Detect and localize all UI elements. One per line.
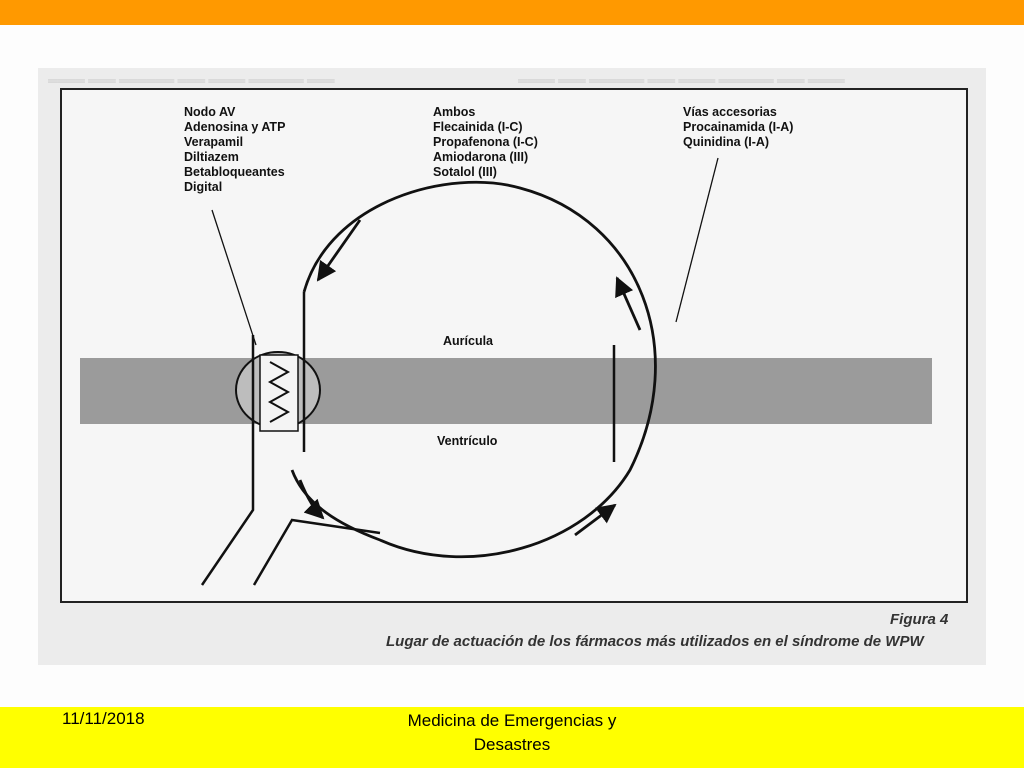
left-bundle-branch xyxy=(202,452,253,585)
label-ambos-1: Flecainida (I-C) xyxy=(433,120,523,134)
label-ventriculo: Ventrículo xyxy=(437,434,498,448)
av-septum-band xyxy=(80,358,932,424)
label-nodo-av-3: Diltiazem xyxy=(184,150,239,164)
label-nodo-av-1: Adenosina y ATP xyxy=(184,120,286,134)
label-vias-2: Quinidina (I-A) xyxy=(683,135,770,149)
label-auricula: Aurícula xyxy=(443,334,494,348)
label-vias-0: Vías accesorias xyxy=(683,105,777,119)
right-bundle-branch xyxy=(254,520,380,585)
label-ambos-4: Sotalol (III) xyxy=(433,165,497,179)
label-nodo-av-2: Verapamil xyxy=(184,135,244,149)
label-nodo-av-0: Nodo AV xyxy=(184,105,236,119)
pointer-nodo-av xyxy=(212,210,256,345)
label-nodo-av-4: Betabloqueantes xyxy=(184,165,285,179)
label-ambos-3: Amiodarona (III) xyxy=(433,150,529,164)
label-ambos-0: Ambos xyxy=(433,105,476,119)
label-ambos-2: Propafenona (I-C) xyxy=(433,135,538,149)
label-nodo-av-5: Digital xyxy=(184,180,223,194)
pointer-vias-accesorias xyxy=(676,158,718,322)
footer-date: 11/11/2018 xyxy=(62,709,145,728)
footer-title: Medicina de Emergencias y Desastres xyxy=(407,711,617,754)
arrow-accessory-up xyxy=(617,278,640,330)
bleed-through-text: ════ ═══ ══════ ═══ ════ ══════ ═══ xyxy=(48,73,335,88)
figure-caption: Lugar de actuación de los fármacos más utilizados en el síndrome de WPW xyxy=(386,633,924,650)
label-vias-1: Procainamida (I-A) xyxy=(683,120,794,134)
bleed-through-text: ════ ═══ ══════ ═══ ════ ══════ ═══ ════ xyxy=(518,73,845,88)
figure-number: Figura 4 xyxy=(890,611,949,628)
